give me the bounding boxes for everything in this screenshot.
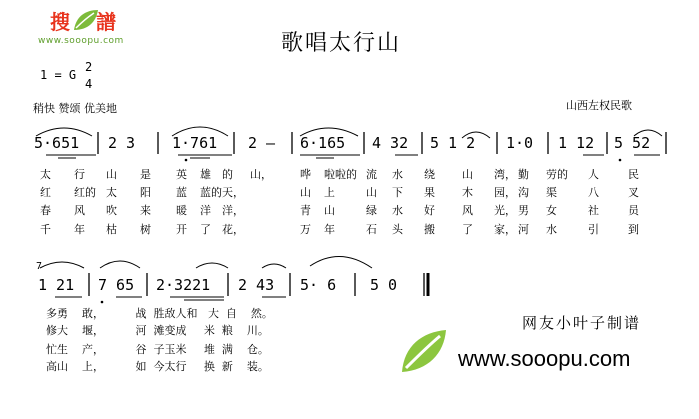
lyric-syllable: 到	[628, 223, 639, 236]
measure: 1 21	[38, 276, 75, 294]
lyric-syllable: 雄	[200, 168, 211, 181]
logo-url: www.sooopu.com	[38, 36, 124, 46]
measure: 2 –	[248, 134, 276, 152]
lyric-syllable: 山	[106, 168, 117, 181]
lyric-syllable: 暖	[176, 204, 187, 217]
lyric-syllable: 勤	[518, 168, 529, 181]
lyric-syllable: 水	[546, 223, 557, 236]
lyric-syllable: 水	[392, 168, 403, 181]
verse-line: 多勇 敢， 战 胜敌人和 大 自 然。	[46, 307, 273, 320]
lyric-syllable: 行	[74, 168, 85, 181]
lyric-syllable: 千	[40, 223, 51, 236]
measure: 1·0	[506, 134, 534, 152]
lyric-syllable: 太	[40, 168, 51, 181]
lyric-syllable: 好	[424, 204, 435, 217]
time-numerator: 2	[85, 60, 93, 74]
lyric-syllable: 年	[324, 223, 335, 236]
lyric-syllable: 年	[74, 223, 85, 236]
lyric-syllable: 山	[462, 168, 473, 181]
measure: 5·651	[34, 134, 80, 152]
lyric-syllable: 了	[462, 223, 473, 236]
lyric-syllable: 哗	[300, 168, 311, 181]
lyric-syllable: 是	[140, 168, 151, 181]
lyric-syllable: 下	[392, 186, 403, 199]
transcriber-credit: 网友小叶子制谱	[522, 314, 642, 332]
lyric-syllable: 天，	[222, 186, 244, 199]
measure: 5 52	[614, 134, 651, 152]
lyric-syllable: 员	[628, 204, 639, 217]
tempo-marking: 稍快 赞颂 优美地	[33, 102, 117, 115]
lyric-syllable: 水	[392, 204, 403, 217]
measure: 4 32	[372, 134, 409, 152]
verse-line: 修大 堰， 河 滩变成 米 粮 川。	[46, 324, 269, 337]
measure-number: 7	[36, 261, 43, 272]
lyric-syllable: 石	[366, 223, 377, 236]
lyric-syllable: 搬	[424, 223, 435, 236]
lyric-syllable: 绕	[424, 168, 435, 181]
song-title: 歌唱太行山	[281, 31, 402, 56]
key-label: 1 = G	[40, 68, 77, 82]
lyric-syllable: 山	[300, 186, 311, 199]
lyric-syllable: 人	[588, 168, 599, 181]
lyric-syllable: 绿	[366, 204, 377, 217]
lyric-syllable: 树	[140, 223, 151, 236]
lyric-syllable: 山	[324, 204, 335, 217]
lyric-syllable: 山，	[250, 168, 272, 181]
lyric-syllable: 家，	[494, 223, 516, 236]
lyric-syllable: 吹	[106, 204, 117, 217]
measure: 2 3	[108, 134, 136, 152]
time-denominator: 4	[85, 77, 93, 91]
lyric-syllable: 阳	[140, 186, 151, 199]
lyric-syllable: 民	[628, 168, 639, 181]
lyric-syllable: 上	[324, 186, 335, 199]
lyric-syllable: 风	[74, 204, 85, 217]
lyric-syllable: 的	[222, 168, 233, 181]
lyric-syllable: 引	[588, 223, 599, 236]
verse-line: 忙生 产， 谷 子玉米 堆 满 仓。	[46, 343, 269, 356]
measure: 6·165	[300, 134, 346, 152]
lyric-syllable: 太	[106, 186, 117, 199]
lyric-syllable: 春	[40, 204, 51, 217]
lyric-syllable: 劳的	[546, 168, 568, 181]
site-url: www.sooopu.com	[458, 346, 631, 371]
lyric-syllable: 叉	[628, 186, 639, 199]
lyric-syllable: 湾，	[494, 168, 516, 181]
lyric-syllable: 木	[462, 186, 473, 199]
lyric-syllable: 男	[518, 204, 529, 217]
lyric-syllable: 八	[588, 186, 599, 199]
lyric-syllable: 了	[200, 223, 211, 236]
song-origin: 山西左权民歌	[566, 99, 632, 112]
measure: 1·761	[172, 134, 218, 152]
lyric-syllable: 果	[424, 186, 435, 199]
lyric-syllable: 啦啦的	[324, 168, 357, 181]
lyric-syllable: 青	[300, 204, 311, 217]
lyric-syllable: 来	[140, 204, 151, 217]
lyric-syllable: 蓝的	[200, 186, 222, 199]
measure: 1 12	[558, 134, 595, 152]
lyric-syllable: 万	[300, 223, 311, 236]
lyric-syllable: 蓝	[176, 186, 187, 199]
verse-line: 高山 上， 如 今太行 换 新 装。	[46, 360, 269, 373]
lyric-syllable: 洋	[200, 204, 211, 217]
leaf-icon	[398, 328, 448, 376]
lyric-syllable: 风	[462, 204, 473, 217]
lyric-syllable: 社	[588, 204, 599, 217]
lyric-syllable: 女	[546, 204, 557, 217]
lyric-syllable: 流	[366, 168, 377, 181]
logo-text: 搜譜	[50, 10, 142, 34]
measure: 2 43	[238, 276, 275, 294]
lyric-syllable: 红	[40, 186, 51, 199]
lyric-syllable: 英	[176, 168, 187, 181]
lyric-syllable: 花，	[222, 223, 244, 236]
measure: 5 1 2	[430, 134, 476, 152]
measure: 5 0	[370, 276, 398, 294]
lyric-syllable: 洋，	[222, 204, 244, 217]
site-watermark[interactable]	[398, 324, 688, 384]
lyric-syllable: 开	[176, 223, 187, 236]
lyric-syllable: 光，	[494, 204, 516, 217]
lyric-syllable: 头	[392, 223, 403, 236]
measure: 5· 6	[300, 276, 337, 294]
lyric-syllable: 枯	[106, 223, 117, 236]
lyric-syllable: 渠	[546, 186, 557, 199]
measure: 7 65	[98, 276, 135, 294]
lyric-syllable: 园，	[494, 186, 516, 199]
lyric-syllable: 红的	[74, 186, 96, 199]
lyric-syllable: 山	[366, 186, 377, 199]
lyric-syllable: 河	[518, 223, 529, 236]
measure: 2·3221	[156, 276, 211, 294]
lyric-syllable: 沟	[518, 186, 529, 199]
